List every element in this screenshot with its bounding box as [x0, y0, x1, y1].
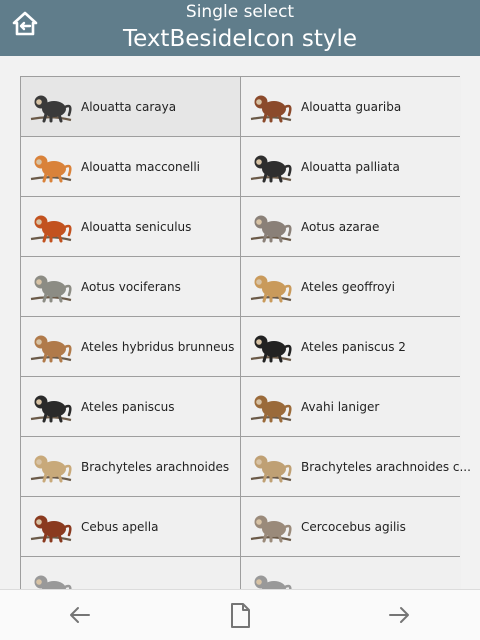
grid-item[interactable]: [241, 497, 461, 556]
grid-item[interactable]: [241, 437, 471, 496]
grid-item[interactable]: [21, 497, 240, 556]
grid-item[interactable]: [241, 77, 461, 136]
arrow-right-icon[interactable]: [384, 600, 414, 630]
monkey-icon: [29, 445, 73, 489]
arrow-left-icon[interactable]: [65, 600, 95, 630]
grid-item-label: Brachyteles arachnoides c...: [301, 459, 471, 474]
grid-item-label: Brachyteles arachnoides: [81, 459, 230, 474]
monkey-icon: [249, 505, 293, 549]
monkey-icon: [249, 385, 293, 429]
selection-mode-label: Single select: [185, 2, 295, 22]
grid-item[interactable]: [21, 257, 240, 316]
grid-item[interactable]: [241, 197, 461, 256]
monkey-icon: [249, 85, 293, 129]
grid-item[interactable]: [241, 257, 461, 316]
grid-item[interactable]: [241, 377, 461, 436]
monkey-icon: [249, 145, 293, 189]
grid-item-label: Ateles paniscus 2: [301, 339, 406, 354]
grid-item-label: Alouatta macconelli: [81, 159, 200, 174]
grid-item-label: Alouatta caraya: [81, 99, 177, 114]
page-title: TextBesideIcon style: [122, 26, 358, 52]
monkey-icon: [29, 385, 73, 429]
grid-item-label: Aotus azarae: [301, 219, 380, 234]
monkey-icon: [249, 205, 293, 249]
grid-item-label: Cercocebus agilis: [301, 519, 406, 534]
grid-item-label: Ateles geoffroyi: [301, 279, 395, 294]
grid-item[interactable]: [21, 437, 240, 496]
document-icon[interactable]: [225, 600, 255, 630]
grid-item-label: Ateles hybridus brunneus: [81, 339, 235, 354]
monkey-icon: [29, 505, 73, 549]
bottom-nav-bar: [0, 589, 480, 640]
grid-item-label: Aotus vociferans: [81, 279, 181, 294]
grid-item-label: Alouatta guariba: [301, 99, 402, 114]
species-grid-view[interactable]: [20, 76, 471, 569]
monkey-icon: [29, 85, 73, 129]
monkey-icon: [249, 265, 293, 309]
title-bar: [0, 0, 480, 56]
grid-item[interactable]: [241, 137, 461, 196]
grid-item-label: Alouatta seniculus: [81, 219, 192, 234]
grid-item[interactable]: [21, 197, 240, 256]
grid-item-label: Avahi laniger: [301, 399, 380, 414]
grid-item-label: Alouatta palliata: [301, 159, 400, 174]
grid-item-label: Ateles paniscus: [81, 399, 175, 414]
species-grid: [20, 77, 471, 616]
grid-item[interactable]: [21, 377, 240, 436]
monkey-icon: [29, 205, 73, 249]
grid-item-label: Cebus apella: [81, 519, 159, 534]
monkey-icon: [249, 445, 293, 489]
monkey-icon: [29, 325, 73, 369]
grid-item[interactable]: [21, 77, 240, 136]
monkey-icon: [29, 265, 73, 309]
monkey-icon: [29, 145, 73, 189]
grid-item[interactable]: [21, 317, 240, 376]
grid-item[interactable]: [21, 137, 240, 196]
monkey-icon: [249, 325, 293, 369]
grid-item[interactable]: [241, 317, 461, 376]
